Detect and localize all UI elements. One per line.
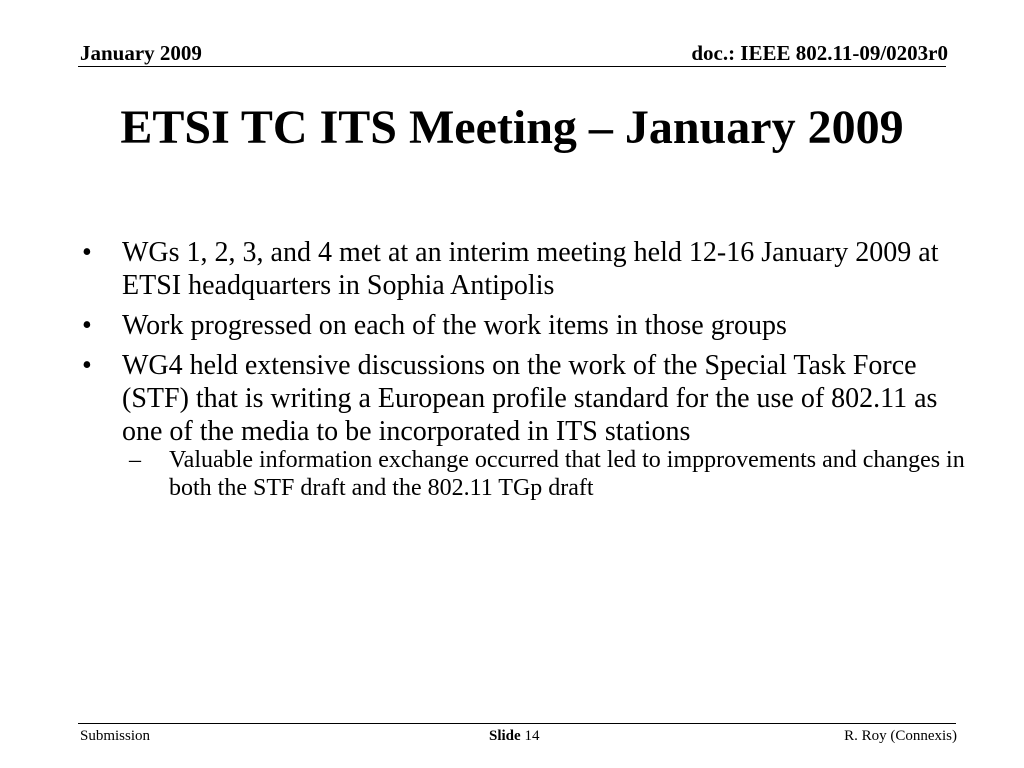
sub-bullet-text: Valuable information exchange occurred that led to impprovements and changes in both the STF draft and the 802.11 TGp draft	[169, 447, 965, 501]
bullet-marker: •	[82, 237, 92, 268]
bullet-text: WGs 1, 2, 3, and 4 met at an interim meeting held 12-16 January 2009 at ETSI headquarters in Sophia Antipolis	[122, 237, 939, 301]
slide-number: 14	[524, 728, 540, 744]
footer-slide-number	[489, 728, 539, 745]
header-rule	[78, 66, 946, 67]
footer-author: R. Roy (Connexis)	[844, 728, 957, 744]
header-date: January 2009	[80, 41, 202, 65]
bullet-item	[82, 309, 982, 342]
footer-submission: Submission	[80, 728, 151, 744]
bullet-list	[82, 236, 982, 502]
bullet-item	[82, 349, 982, 448]
footer-rule	[78, 723, 956, 724]
sub-bullet-marker: –	[129, 447, 141, 473]
sub-bullet-item	[82, 446, 982, 502]
header-doc-id: doc.: IEEE 802.11-09/0203r0	[691, 41, 948, 65]
slide-title: ETSI TC ITS Meeting – January 2009	[120, 101, 904, 154]
bullet-text: Work progressed on each of the work items in those groups	[122, 310, 787, 341]
bullet-marker: •	[82, 350, 92, 381]
bullet-item	[82, 236, 982, 302]
bullet-text: WG4 held extensive discussions on the work of the Special Task Force (STF) that is writing a European profile standard for the use of 802.11 as one of the media to be incorporated in ITS stations	[122, 350, 938, 447]
slide-label: Slide	[489, 728, 521, 744]
bullet-marker: •	[82, 310, 92, 341]
